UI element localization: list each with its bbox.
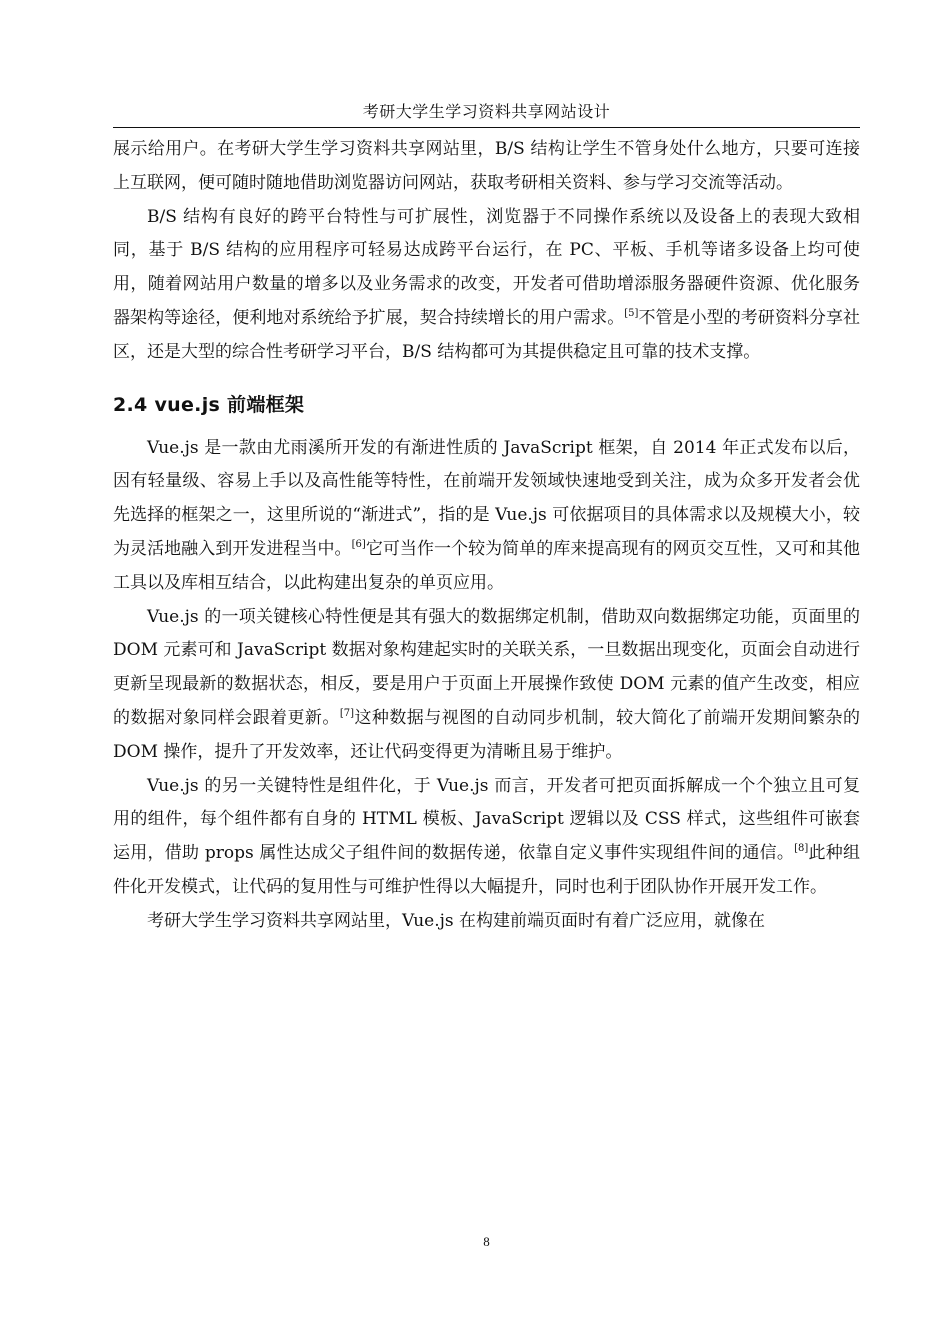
paragraph-vue-components: [113, 770, 860, 905]
citation-ref[interactable]: [8]: [794, 843, 809, 855]
paragraph-text: 不管是小型的考研资料分享社区，还是大型的综合性考研学习平台，B/S 结构都可为其提供稳定且可靠的技术支撑。: [113, 307, 861, 362]
paragraph-vue-usage: [113, 905, 860, 939]
citation-ref[interactable]: [5]: [624, 307, 639, 319]
header-rule: [113, 127, 860, 128]
paragraph-text: 这种数据与视图的自动同步机制，较大简化了前端开发期间繁杂的 DOM 操作，提升了开发效率，还让代码变得更为清晰且易于维护。: [113, 707, 860, 762]
paragraph-vue-data-binding: [113, 601, 860, 770]
paragraph-text: 展示给用户。在考研大学生学习资料共享网站里，B/S 结构让学生不管身处什么地方，只要可连接上互联网，便可随时随地借助浏览器访问网站，获取考研相关资料、参与学习交流等活动。: [113, 139, 860, 193]
page-number: 8: [483, 1234, 490, 1249]
paragraph-text: 此种组件化开发模式，让代码的复用性与可维护性得以大幅提升，同时也利于团队协作开展开发工作。: [113, 843, 861, 897]
citation-ref[interactable]: [7]: [339, 707, 354, 719]
paragraph-bs-cross-platform: [113, 201, 860, 370]
paragraph-text: 考研大学生学习资料共享网站里，Vue.js 在构建前端页面时有着广泛应用，就像在: [147, 910, 765, 931]
paragraph-bs-access: [113, 133, 860, 201]
page-header-title: 考研大学生学习资料共享网站设计: [362, 102, 611, 121]
paragraph-text: 它可当作一个较为简单的库来提高现有的网页交互性，又可和其他工具以及库相互结合，以此构建出复杂的单页应用。: [113, 538, 861, 593]
section-heading-vue: 2.4 vue.js 前端框架: [113, 393, 305, 416]
paragraph-text: Vue.js 的一项关键核心特性便是其有强大的数据绑定机制，借助双向数据绑定功能，页面里的 DOM 元素可和 JavaScript 数据对象构建起实时的关联关系，一旦数据出现变化，页面会自动进行更新呈现最新的数据状态，相反，要是用户于页面上开展操作致使 DOM 元素的值产生改变，相应的数据对象同样会跟着更新。: [113, 606, 860, 728]
paragraph-text: Vue.js 的另一关键特性是组件化，于 Vue.js 而言，开发者可把页面拆解成一个个独立且可复用的组件，每个组件都有自身的 HTML 模板、JavaScript 逻辑以及 CSS 样式，这些组件可嵌套运用，借助 props 属性达成父子组件间的数据传递，依靠自定义事件实现组件间的通信。: [113, 775, 860, 864]
paragraph-text: B/S 结构有良好的跨平台特性与可扩展性，浏览器于不同操作系统以及设备上的表现大致相同，基于 B/S 结构的应用程序可轻易达成跨平台运行，在 PC、平板、手机等诸多设备上均可使用，随着网站用户数量的增多以及业务需求的改变，开发者可借助增添服务器硬件资源、优化服务器架构等途径，便利地对系统给予扩展，契合持续增长的用户需求。: [113, 206, 860, 328]
paragraph-text: Vue.js 是一款由尤雨溪所开发的有渐进性质的 JavaScript 框架，自 2014 年正式发布以后，因有轻量级、容易上手以及高性能等特性，在前端开发领域快速地受到关注，成为众多开发者会优先选择的框架之一，这里所说的“渐进式”，指的是 Vue.js 可依据项目的具体需求以及规模大小，较为灵活地融入到开发进程当中。: [113, 437, 860, 559]
page-body: [113, 133, 860, 939]
citation-ref[interactable]: [6]: [351, 538, 366, 550]
paragraph-vue-intro: [113, 432, 860, 601]
